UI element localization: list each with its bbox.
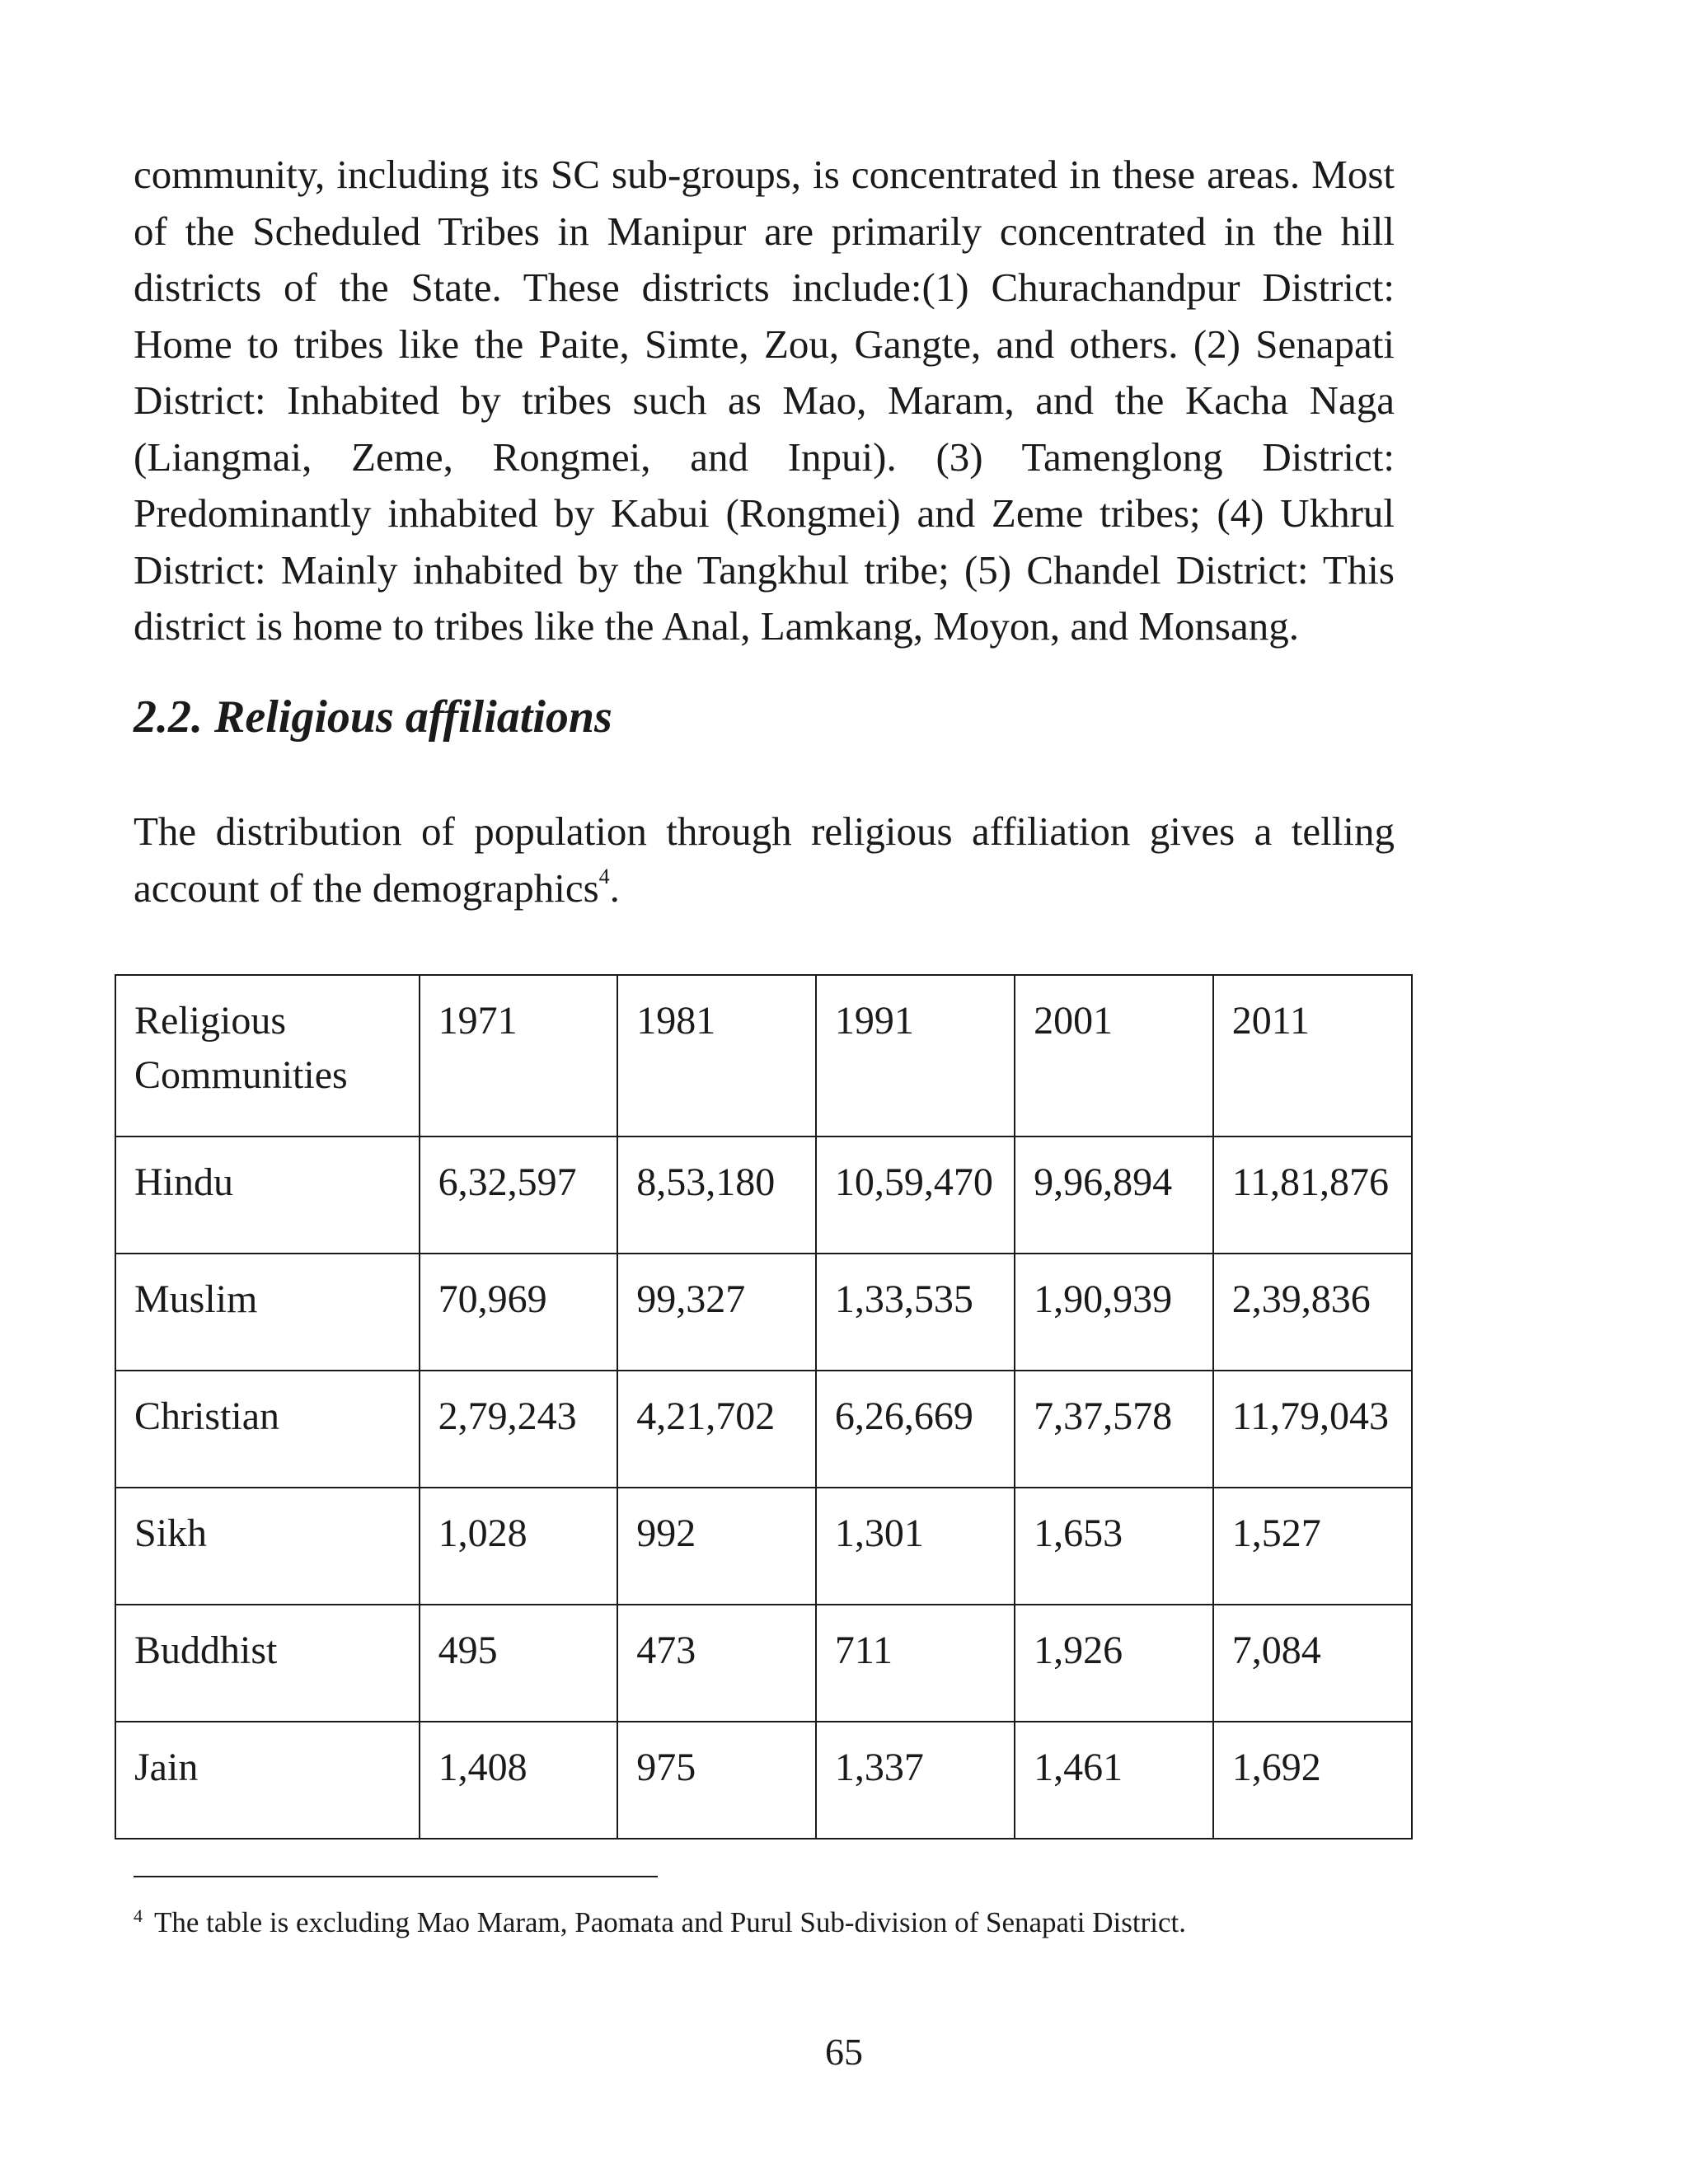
value-cell: 1,301 xyxy=(816,1488,1015,1605)
value-cell: 1,527 xyxy=(1213,1488,1412,1605)
value-cell: 1,653 xyxy=(1015,1488,1213,1605)
value-cell: 473 xyxy=(617,1605,816,1722)
header-label-line-2: Communities xyxy=(134,1053,348,1097)
page-number: 65 xyxy=(825,2031,863,2073)
value-cell: 1,337 xyxy=(816,1722,1015,1839)
value-cell: 1,692 xyxy=(1213,1722,1412,1839)
header-cell-communities xyxy=(115,975,420,1137)
community-cell: Muslim xyxy=(115,1254,420,1371)
value-cell: 7,37,578 xyxy=(1015,1371,1213,1488)
intro-paragraph xyxy=(134,804,1395,916)
value-cell: 9,96,894 xyxy=(1015,1137,1213,1254)
value-cell: 1,33,535 xyxy=(816,1254,1015,1371)
value-cell: 8,53,180 xyxy=(617,1137,816,1254)
value-cell: 711 xyxy=(816,1605,1015,1722)
value-cell: 99,327 xyxy=(617,1254,816,1371)
value-cell: 1,028 xyxy=(420,1488,618,1605)
religion-population-table xyxy=(115,974,1413,1840)
intro-paragraph-text: The distribution of population through religious affiliation gives a telling account of the demographics xyxy=(134,808,1395,911)
value-cell: 1,926 xyxy=(1015,1605,1213,1722)
body-paragraph: community, including its SC sub-groups, is concentrated in these areas. Most of the Scheduled Tribes in Manipur are primarily concentrated in the hill districts of the State. These districts include:(1) Churachandpur District: Home to tribes like the Paite, Simte, Zou, Gangte, and others. (2) Senapati District: Inhabited by tribes such as Mao, Maram, and the Kacha Naga (Liangmai, Zeme, Rongmei, and Inpui). (3) Tamenglong District: Predominantly inhabited by Kabui (Rongmei) and Zeme tribes; (4) Ukhrul District: Mainly inhabited by the Tangkhul tribe; (5) Chandel District: This district is home to tribes like the Anal, Lamkang, Moyon, and Monsang. xyxy=(134,152,1395,649)
value-cell: 1,461 xyxy=(1015,1722,1213,1839)
header-cell-year: 1981 xyxy=(617,975,816,1137)
footnote xyxy=(134,1904,1186,1942)
footnote-text: The table is excluding Mao Maram, Paomata and Purul Sub-division of Senapati District. xyxy=(154,1906,1186,1938)
value-cell: 11,81,876 xyxy=(1213,1137,1412,1254)
community-cell: Buddhist xyxy=(115,1605,420,1722)
table-row xyxy=(115,1722,1412,1839)
value-cell: 70,969 xyxy=(420,1254,618,1371)
value-cell: 10,59,470 xyxy=(816,1137,1015,1254)
header-cell-year: 1971 xyxy=(420,975,618,1137)
table-row xyxy=(115,1371,1412,1488)
value-cell: 11,79,043 xyxy=(1213,1371,1412,1488)
value-cell: 992 xyxy=(617,1488,816,1605)
table-header-row xyxy=(115,975,1412,1137)
value-cell: 6,26,669 xyxy=(816,1371,1015,1488)
footnote-reference: 4 xyxy=(598,864,610,888)
table-row xyxy=(115,1605,1412,1722)
section-heading: 2.2. Religious affiliations xyxy=(134,691,612,743)
header-cell-year: 1991 xyxy=(816,975,1015,1137)
value-cell: 2,39,836 xyxy=(1213,1254,1412,1371)
value-cell: 2,79,243 xyxy=(420,1371,618,1488)
intro-paragraph-end: . xyxy=(609,865,620,911)
value-cell: 1,408 xyxy=(420,1722,618,1839)
community-cell: Sikh xyxy=(115,1488,420,1605)
header-label-line-1: Religious xyxy=(134,999,287,1043)
table-row xyxy=(115,1254,1412,1371)
community-cell: Hindu xyxy=(115,1137,420,1254)
header-cell-year: 2011 xyxy=(1213,975,1412,1137)
value-cell: 6,32,597 xyxy=(420,1137,618,1254)
table-row xyxy=(115,1137,1412,1254)
footnote-divider xyxy=(134,1876,658,1877)
value-cell: 1,90,939 xyxy=(1015,1254,1213,1371)
value-cell: 495 xyxy=(420,1605,618,1722)
header-cell-year: 2001 xyxy=(1015,975,1213,1137)
table-row xyxy=(115,1488,1412,1605)
footnote-marker: 4 xyxy=(134,1905,143,1926)
community-cell: Jain xyxy=(115,1722,420,1839)
community-cell: Christian xyxy=(115,1371,420,1488)
value-cell: 7,084 xyxy=(1213,1605,1412,1722)
value-cell: 4,21,702 xyxy=(617,1371,816,1488)
value-cell: 975 xyxy=(617,1722,816,1839)
